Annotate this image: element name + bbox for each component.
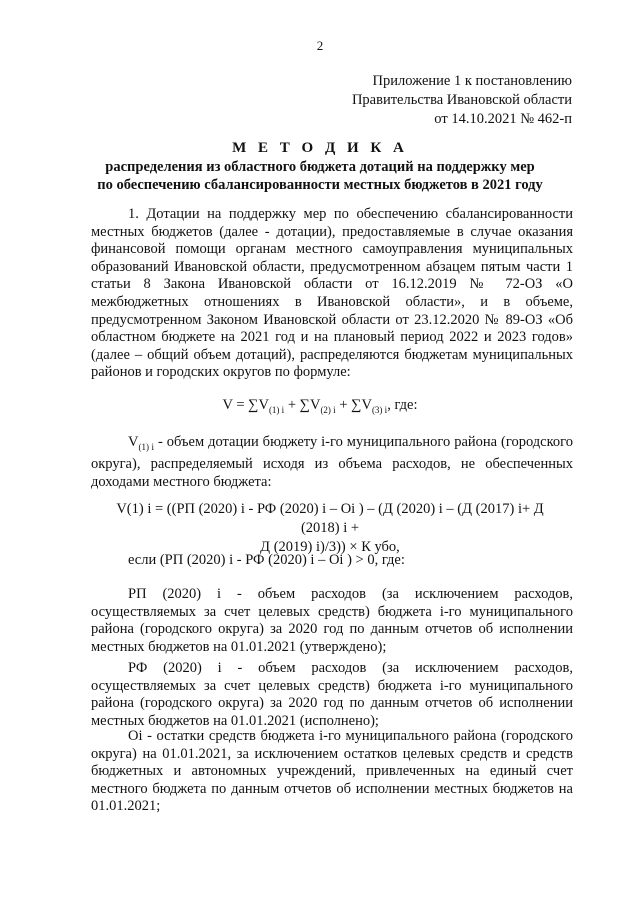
formula-line: Д (2019) i)/3)) × К убо, [260,539,400,555]
definition-text: - объем дотации бюджету i-го муниципального района (городского округа), распределяемый исходя из объема расходов, не обеспеченных доходами местного бюджета: [91,434,573,491]
paragraph-v1-definition [91,434,573,492]
document-subtitle [60,158,580,194]
page-number: 2 [316,38,324,53]
formula-line: V(1) i = ((РП (2020) i - РФ (2020) i – Оi ) – (Д (2020) i – (Д (2017) i+ Д (2018) i + [116,501,544,536]
paragraph-rp-definition: РП (2020) i - объем расходов (за исключением расходов, осуществляемых за счет целевых средств) бюджета i-го муниципального района (городского округа) за 2020 год по данным отчетов об исполнении местных бюджетов на 01.01.2021 (утверждено); [91,586,573,655]
appendix-line: Приложение 1 к постановлению [372,73,572,89]
formula-v1 [110,500,550,557]
formula-subscript: (2) i [320,404,336,415]
symbol-v: V [128,434,139,450]
subtitle-line: распределения из областного бюджета дотаций на поддержку мер [105,159,535,175]
symbol-subscript: (1) i [138,441,155,452]
paragraph-1: 1. Дотации на поддержку мер по обеспечению сбалансированности местных бюджетов (далее - дотации), предоставляемые в случае оказания финансовой помощи органам местного самоуправления муниципальных образований Ивановской области, предусмотренном абзацем пятым части 1 статьи 8 Закона Ивановской области от 16.12.2019 № 72-ОЗ «О межбюджетных отношениях в Ивановской области», и в объеме, предусмотренном Законом Ивановской области от 23.12.2020 № 89-ОЗ «Об областном бюджете на 2021 год и на плановый период 2022 и 2023 годов» (далее – общий объем дотаций), распределяются бюджетам муниципальных районов и городских округов по формуле: [91,206,573,381]
appendix-line: Правительства Ивановской области [351,92,572,108]
subtitle-line: по обеспечению сбалансированности местных бюджетов в 2021 году [97,177,543,193]
document-title: М Е Т О Д И К А [232,140,408,156]
paragraph-rf-definition: РФ (2020) i - объем расходов (за исключением расходов, осуществляемых за счет целевых средств) бюджета i-го муниципального района (городского округа) за 2020 год по данным отчетов об исполнении местных бюджетов на 01.01.2021 (исполнено); [91,660,573,729]
formula-part: V = ∑V [222,397,269,413]
formula-subscript: (1) i [268,404,285,415]
formula-condition: если (РП (2020) i - РФ (2020) i – Оi ) > 0, где: [128,552,405,568]
formula-total [0,397,640,415]
formula-part: + ∑V [335,397,372,413]
formula-subscript: (3) i [371,404,388,415]
formula-part: , где: [387,397,418,413]
formula-part: + ∑V [284,397,321,413]
appendix-header [352,72,572,129]
appendix-line: от 14.10.2021 № 462-п [434,111,572,127]
paragraph-o-definition: Оi - остатки средств бюджета i-го муниципального района (городского округа) на 01.01.2021, за исключением остатков целевых средств и средств бюджетных и автономных учреждений, привлеченных на единый счет местного бюджета по данным отчетов об исполнении местных бюджетов на 01.01.2021; [91,728,573,815]
